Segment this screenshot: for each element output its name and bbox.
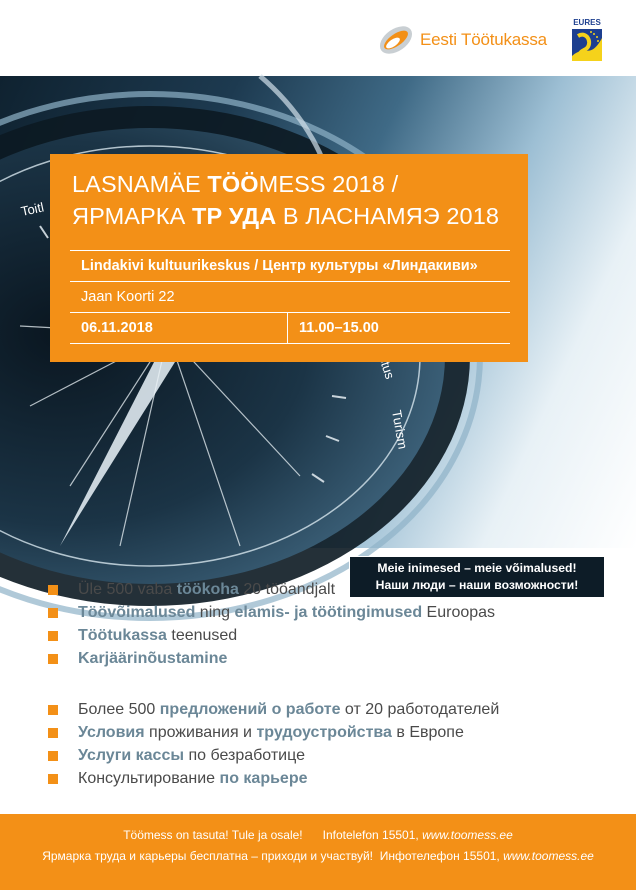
footer — [0, 814, 636, 890]
slogan-et: Meie inimesed – meie võimalused! — [377, 561, 577, 575]
brand-name: Eesti Töötukassa — [420, 30, 547, 49]
list-item: Karjäärinõustamine — [48, 647, 608, 670]
bullet-square-icon — [48, 705, 58, 715]
feature-list-et — [48, 578, 608, 670]
event-time: 11.00–15.00 — [299, 320, 379, 336]
list-item: Услуги кассы по безработице — [48, 744, 608, 767]
address-row — [70, 282, 510, 313]
feature-list-ru — [48, 698, 608, 790]
list-item: Более 500 предложений о работе от 20 работодателей — [48, 698, 608, 721]
eures-label: EURES — [573, 18, 601, 27]
bullet-square-icon — [48, 585, 58, 595]
event-title-ru: ЯРМАРКА ТР УДА В ЛАСНАМЯЭ 2018 — [72, 203, 500, 229]
website-link[interactable]: www.toomess.ee — [503, 849, 594, 863]
website-link[interactable]: www.toomess.ee — [422, 828, 513, 842]
list-item: Töövõimalused ning elamis- ja töötingimused Euroopas — [48, 601, 608, 624]
event-title-et: LASNAMÄE TÖÖMESS 2018 / — [72, 171, 399, 197]
venue: Lindakivi kultuurikeskus / Центр культуры «Линдакиви» — [81, 258, 478, 274]
event-date: 06.11.2018 — [70, 313, 288, 343]
list-item: Консультирование по карьере — [48, 767, 608, 790]
bullet-square-icon — [48, 774, 58, 784]
event-info-table — [70, 250, 510, 344]
venue-row — [70, 251, 510, 282]
list-item: Töötukassa teenused — [48, 624, 608, 647]
bullet-square-icon — [48, 751, 58, 761]
list-item: Üle 500 vaba töökoha 20 tööandjalt — [48, 578, 608, 601]
compass-label: Turism — [389, 408, 411, 451]
brand — [376, 22, 547, 58]
address: Jaan Koorti 22 — [81, 289, 175, 305]
compass-label: Toitl — [19, 199, 46, 219]
footer-line-et: Töömess on tasuta! Tule ja osale! Infotelefon 15501, www.toomess.ee — [123, 828, 513, 842]
eures-logo-icon — [566, 16, 608, 66]
footer-line-ru: Ярмарка труда и карьеры бесплатна – приходи и участвуй! Инфотелефон 15501, www.toomess.ee — [42, 849, 594, 863]
tootukassa-logo-icon — [376, 22, 416, 58]
slogan-ru: Наши люди – наши возможности! — [375, 578, 579, 592]
list-item: Условия проживания и трудоустройства в Европе — [48, 721, 608, 744]
bullet-square-icon — [48, 654, 58, 664]
bullet-square-icon — [48, 631, 58, 641]
bullet-square-icon — [48, 608, 58, 618]
datetime-row — [70, 313, 510, 344]
header — [0, 0, 636, 76]
bullet-square-icon — [48, 728, 58, 738]
